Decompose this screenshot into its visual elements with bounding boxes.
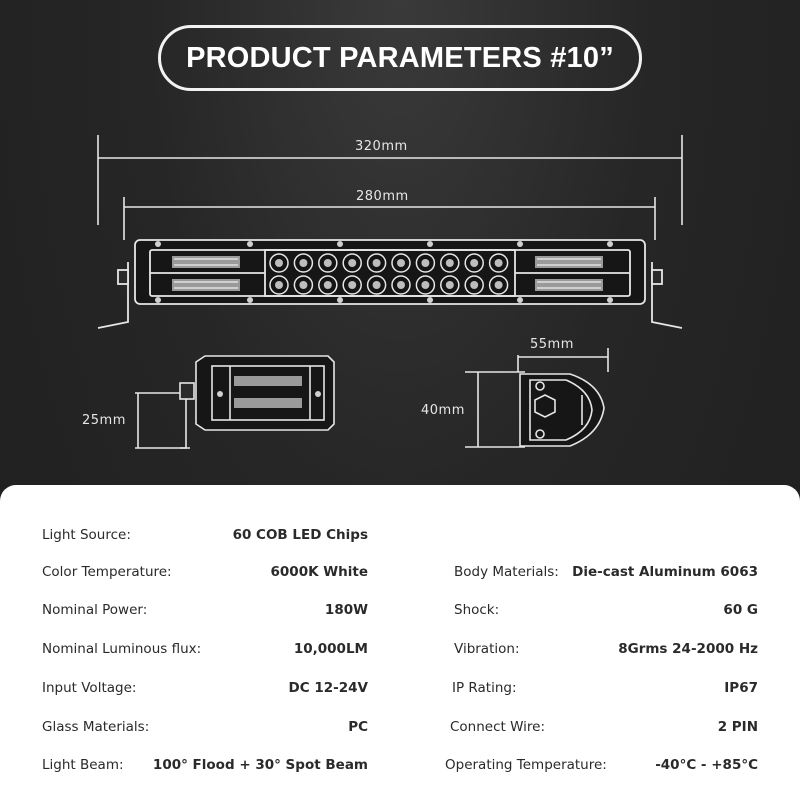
spec-label: Color Temperature: (42, 564, 172, 580)
spot-led (495, 281, 503, 289)
spot-led (324, 259, 332, 267)
dim-label-40: 40mm (421, 403, 465, 418)
dim-label-320: 320mm (355, 139, 408, 154)
spec-label: Shock: (454, 602, 500, 618)
spot-led (495, 259, 503, 267)
screw (517, 241, 523, 247)
spec-label: IP Rating: (452, 680, 517, 696)
spec-value: IP67 (724, 680, 758, 696)
spot-led (373, 281, 381, 289)
spec-label: Connect Wire: (450, 719, 546, 735)
screw (607, 297, 613, 303)
screw (337, 241, 343, 247)
screw (607, 241, 613, 247)
spec-panel (0, 485, 800, 800)
spec-label: Vibration: (454, 641, 520, 657)
spot-led (397, 259, 405, 267)
screw (247, 297, 253, 303)
spot-led (348, 259, 356, 267)
spot-led (470, 259, 478, 267)
dim-label-55: 55mm (530, 337, 574, 352)
spec-value: PC (348, 719, 368, 735)
spec-label: Operating Temperature: (445, 757, 607, 773)
spec-label: Glass Materials: (42, 719, 150, 735)
screw (155, 297, 161, 303)
spot-led (470, 281, 478, 289)
spot-led (446, 281, 454, 289)
spec-value: 100° Flood + 30° Spot Beam (152, 757, 368, 773)
spec-value: 180W (324, 602, 368, 618)
spec-value: 60 COB LED Chips (232, 527, 368, 543)
spec-value: 2 PIN (717, 719, 758, 735)
spec-value: 60 G (723, 602, 758, 618)
dim-label-25: 25mm (82, 413, 126, 428)
light-bar-side-profile (465, 348, 608, 447)
spec-value: 10,000LM (293, 641, 368, 657)
spot-led (348, 281, 356, 289)
spot-led (421, 259, 429, 267)
spot-led (397, 281, 405, 289)
spot-led (324, 281, 332, 289)
spec-label: Input Voltage: (42, 680, 137, 696)
spec-label: Nominal Power: (42, 602, 148, 618)
spec-label: Nominal Luminous flux: (42, 641, 202, 657)
spot-led (373, 259, 381, 267)
spot-led (275, 281, 283, 289)
spec-value: 8Grms 24-2000 Hz (618, 641, 758, 657)
dim-label-280: 280mm (356, 189, 409, 204)
spec-value: -40°C - +85°C (655, 757, 758, 773)
screw (427, 297, 433, 303)
spec-value: 6000K White (270, 564, 368, 580)
screw (155, 241, 161, 247)
spot-led (446, 259, 454, 267)
light-bar-end-view (135, 356, 334, 448)
spec-value: Die-cast Aluminum 6063 (572, 564, 758, 580)
spec-value: DC 12-24V (288, 680, 368, 696)
page-title: PRODUCT PARAMETERS #10” (186, 41, 614, 74)
spec-label: Light Source: (42, 527, 131, 543)
spec-label: Light Beam: (42, 757, 124, 773)
screw (247, 241, 253, 247)
spot-led (299, 259, 307, 267)
spec-label: Body Materials: (454, 564, 559, 580)
screw (337, 297, 343, 303)
screw (427, 241, 433, 247)
spot-led (299, 281, 307, 289)
screw (517, 297, 523, 303)
spot-led (275, 259, 283, 267)
spot-led (421, 281, 429, 289)
